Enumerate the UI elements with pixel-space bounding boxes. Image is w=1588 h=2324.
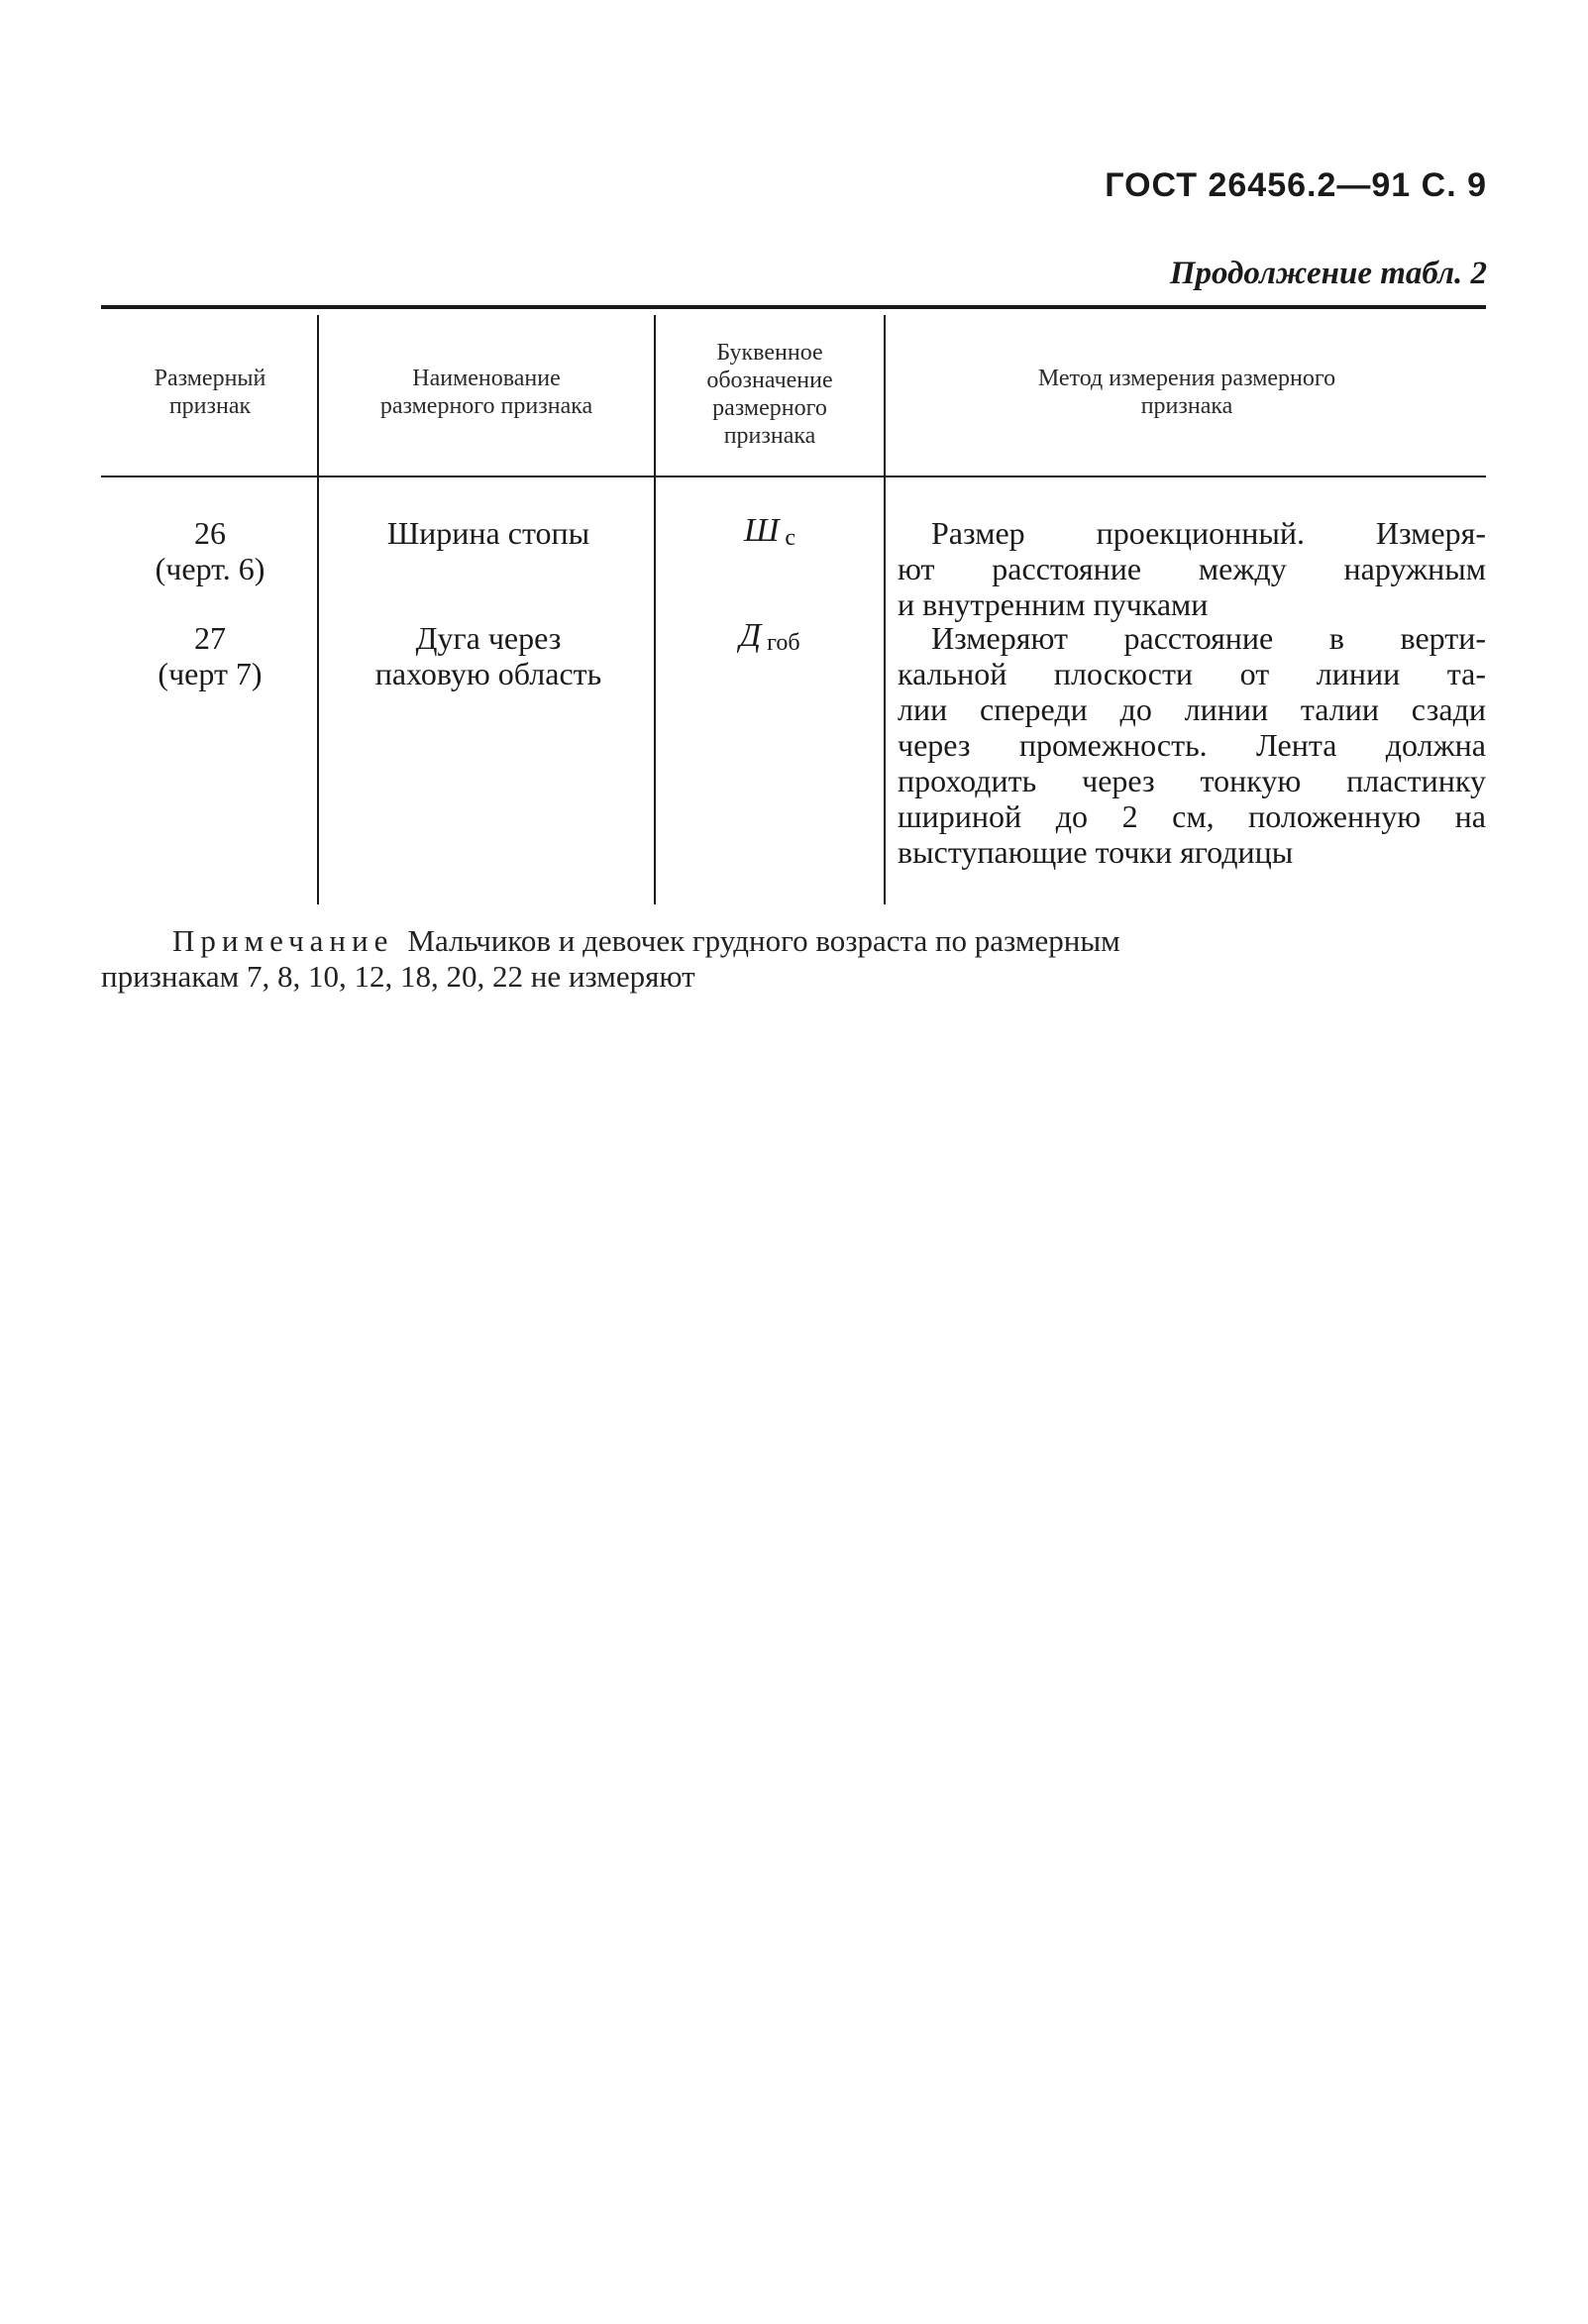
column-header-text: признак xyxy=(168,393,252,419)
column-header-feature xyxy=(107,365,313,420)
feature-name: Дуга через xyxy=(415,620,562,656)
table-row-method xyxy=(898,515,1486,622)
column-header-text: Буквенное xyxy=(716,340,823,366)
column-header-text: Метод измерения размерного xyxy=(1037,366,1336,391)
table-row-name xyxy=(327,515,650,551)
column-divider xyxy=(884,315,886,904)
column-header-text: признака xyxy=(723,423,816,449)
column-divider xyxy=(317,315,319,904)
method-line: выступающие точки ягодицы xyxy=(898,834,1294,870)
method-line: Размер проекционный. Измеря- xyxy=(931,515,1486,551)
method-line: Измеряют расстояние в верти- xyxy=(931,620,1486,656)
table-header-rule xyxy=(101,475,1486,477)
column-header-text: Размерный xyxy=(154,366,266,391)
note-line: признакам 7, 8, 10, 12, 18, 20, 22 не измеряют xyxy=(101,959,695,994)
column-header-text: обозначение xyxy=(706,368,833,393)
column-header-text: Наименование xyxy=(412,366,561,391)
table-note xyxy=(101,923,1486,995)
column-header-text: размерного xyxy=(712,395,827,421)
column-header-method xyxy=(892,365,1482,420)
table-continuation-label: Продолжение табл. 2 xyxy=(1169,256,1487,291)
note-line xyxy=(101,923,1486,959)
table-row-number xyxy=(107,620,313,691)
method-line: шириной до 2 см, положенную на xyxy=(898,798,1486,834)
column-header-name xyxy=(323,365,650,420)
feature-number: 27 xyxy=(194,620,226,656)
feature-name: паховую область xyxy=(374,656,602,691)
table-row-name xyxy=(327,620,650,691)
table-row-number xyxy=(107,515,313,586)
symbol-subscript: гоб xyxy=(767,630,800,656)
method-line: кальной плоскости от линии та- xyxy=(898,656,1486,691)
method-line: проходить через тонкую пластинку xyxy=(898,763,1486,798)
note-label: Примечание xyxy=(172,923,394,958)
feature-number: 26 xyxy=(194,515,226,551)
drawing-reference: (черт 7) xyxy=(158,656,263,691)
column-header-text: признака xyxy=(1140,393,1233,419)
symbol-letter: Д xyxy=(739,617,762,654)
table-top-rule xyxy=(101,305,1486,309)
symbol-subscript: с xyxy=(785,525,796,551)
column-header-symbol xyxy=(660,339,880,450)
drawing-reference: (черт. 6) xyxy=(155,551,265,586)
table-row-symbol xyxy=(660,513,880,556)
feature-name: Ширина стопы xyxy=(386,515,590,551)
page-header: ГОСТ 26456.2—91 С. 9 xyxy=(1105,166,1487,204)
method-line: лии спереди до линии талии сзади xyxy=(898,691,1486,727)
table-row-symbol xyxy=(660,618,880,661)
symbol-letter: Ш xyxy=(743,512,780,549)
column-header-text: размерного признака xyxy=(379,393,593,419)
method-line: через промежность. Лента должна xyxy=(898,727,1486,763)
method-line: ют расстояние между наружным xyxy=(898,551,1486,586)
column-divider xyxy=(654,315,656,904)
method-line: и внутренним пучками xyxy=(898,586,1209,622)
table-row-method xyxy=(898,620,1486,870)
note-text: Мальчиков и девочек грудного возраста по размерным xyxy=(407,923,1120,958)
